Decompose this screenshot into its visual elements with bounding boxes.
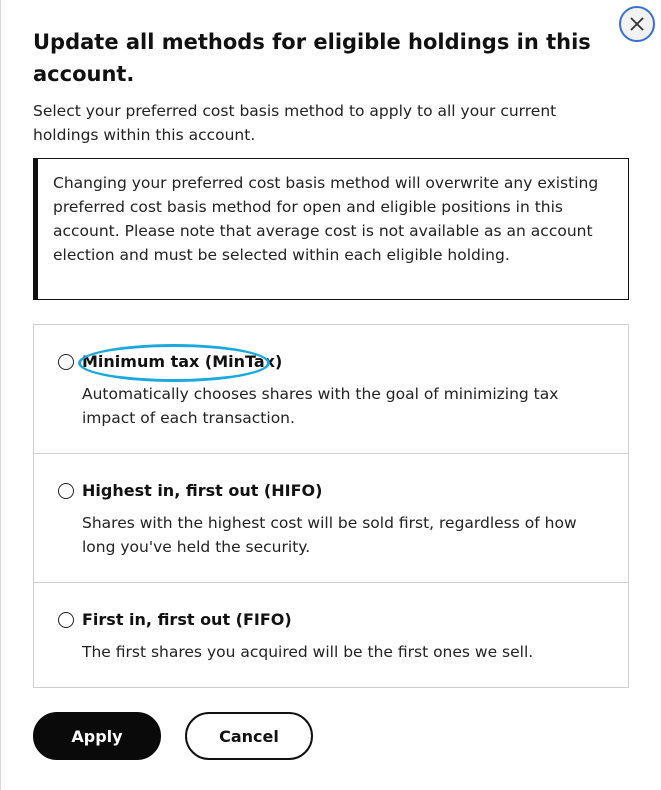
close-icon <box>630 17 644 31</box>
dialog-title: Update all methods for eligible holdings in this account. <box>33 30 591 86</box>
warning-notice <box>33 158 629 300</box>
option-fifo-label: First in, first out (FIFO) <box>82 610 292 629</box>
option-mintax-description: Automatically chooses shares with the goal of minimizing tax impact of each transaction. <box>82 385 559 427</box>
radio-fifo[interactable] <box>58 612 74 628</box>
cancel-button[interactable]: Cancel <box>185 712 313 760</box>
cost-basis-options <box>33 324 629 688</box>
dialog-subtitle: Select your preferred cost basis method to apply to all your current holdings within this account. <box>33 102 557 144</box>
option-fifo-description: The first shares you acquired will be the first ones we sell. <box>82 643 534 661</box>
close-button[interactable] <box>619 6 655 42</box>
radio-hifo[interactable] <box>58 483 74 499</box>
apply-button[interactable]: Apply <box>33 712 161 760</box>
radio-mintax[interactable] <box>58 354 74 370</box>
option-hifo-description: Shares with the highest cost will be sold first, regardless of how long you've held the security. <box>82 514 577 556</box>
option-fifo[interactable] <box>34 583 628 687</box>
option-mintax[interactable] <box>34 325 628 454</box>
page-edge-divider <box>0 0 1 790</box>
option-mintax-label: Minimum tax (MinTax) <box>82 352 283 371</box>
option-hifo[interactable] <box>34 454 628 583</box>
option-hifo-label: Highest in, first out (HIFO) <box>82 481 323 500</box>
warning-notice-text: Changing your preferred cost basis method will overwrite any existing preferred cost basis method for open and eligible positions in this account. Please note that average cost is not available as an account election and must be selected within each eligible holding. <box>53 174 599 264</box>
